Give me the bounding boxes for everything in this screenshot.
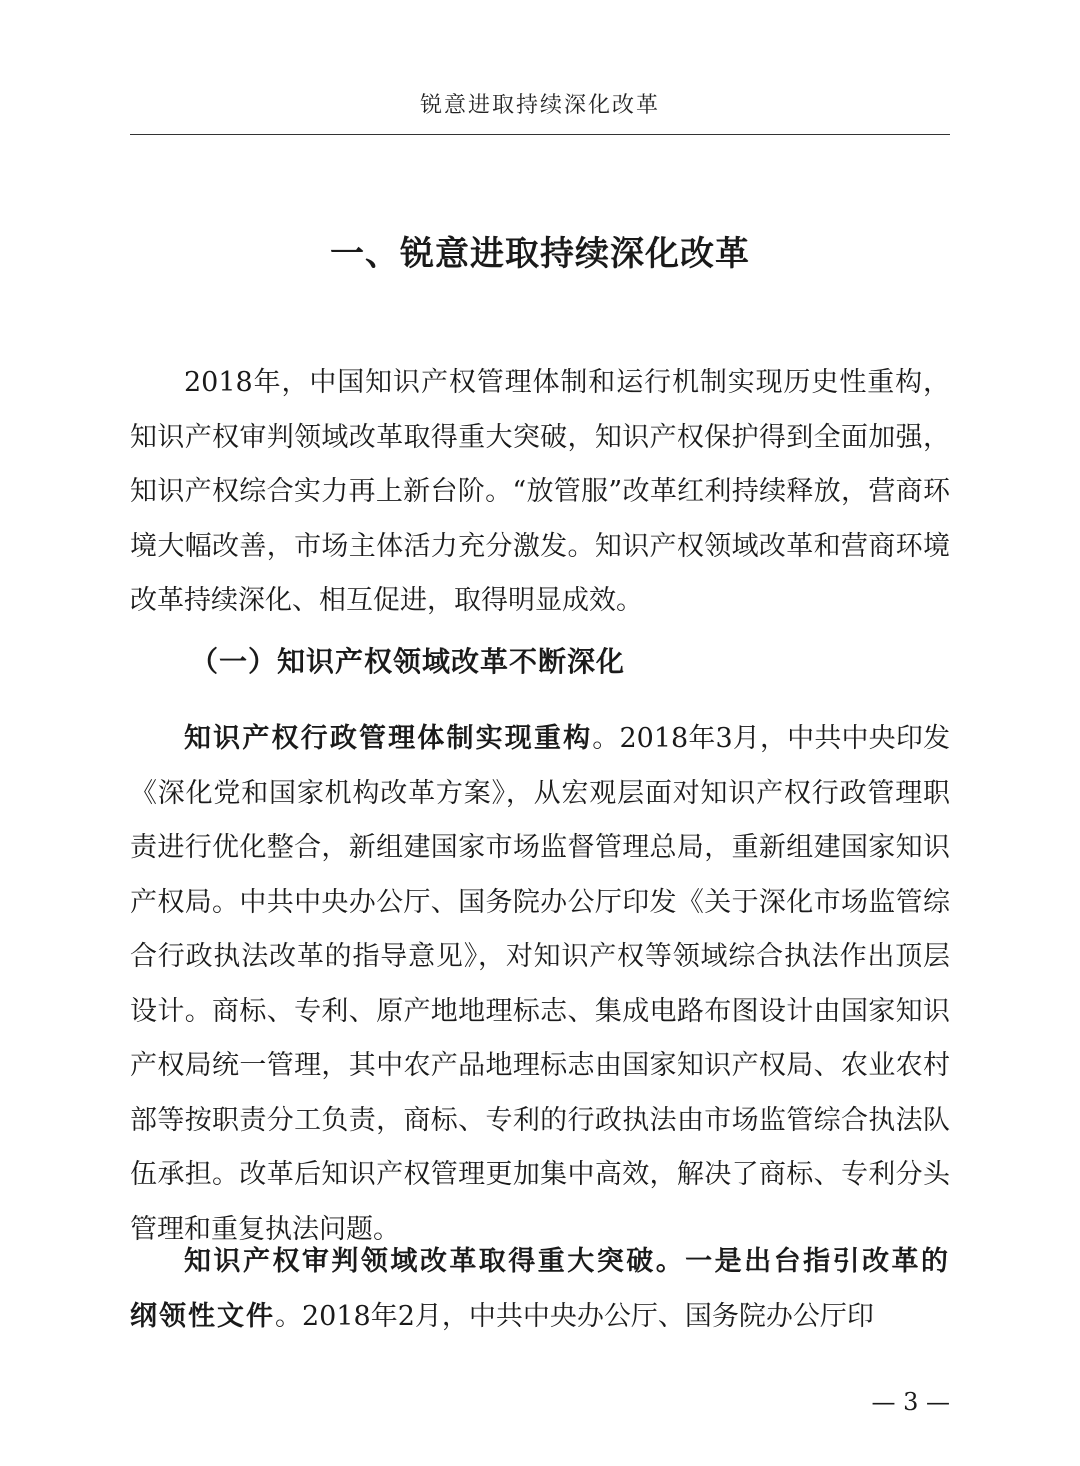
page-number: — 3 —	[871, 1388, 950, 1416]
running-header: 锐意进取持续深化改革	[419, 93, 660, 118]
paragraph-lead: 知识产权行政管理体制实现重构	[184, 723, 593, 754]
intro-paragraph: 2018年，中国知识产权管理体制和运行机制实现历史性重构，知识产权审判领域改革取得重大突破，知识产权保护得到全面加强，知识产权综合实力再上新台阶。“放管服”改革红利持续释放，营商环境大幅改善，市场主体活力充分激发。知识产权领域改革和营商环境改革持续深化、相互促进，取得明显成效。	[130, 367, 950, 616]
section-heading: （一）知识产权领域改革不断深化	[190, 645, 626, 678]
paragraph-lead-separator: 。	[655, 1246, 686, 1277]
paragraph-judicial-reform	[130, 1235, 950, 1344]
header-rule	[130, 134, 950, 135]
paragraph-body: 。2018年3月，中共中央印发《深化党和国家机构改革方案》，从宏观层面对知识产权行政管理职责进行优化整合，新组建国家市场监督管理总局，重新组建国家知识产权局。中共中央办公厅、国务院办公厅印发《关于深化市场监管综合行政执法改革的指导意见》，对知识产权等领域综合执法作出顶层设计。商标、专利、原产地地理标志、集成电路布图设计由国家知识产权局统一管理，其中农产品地理标志由国家知识产权局、农业农村部等按职责分工负责，商标、专利的行政执法由市场监管综合执法队伍承担。改革后知识产权管理更加集中高效，解决了商标、专利分头管理和重复执法问题。	[130, 723, 950, 1245]
paragraph-lead: 知识产权审判领域改革取得重大突破	[184, 1246, 656, 1277]
paragraph-admin-reform	[130, 712, 950, 1257]
chapter-title: 一、锐意进取持续深化改革	[330, 234, 750, 274]
paragraph-sublead: 一是出台指引改革的纲领性文件	[130, 1246, 951, 1332]
paragraph-body: 。2018年2月，中共中央办公厅、国务院办公厅印	[275, 1300, 874, 1332]
